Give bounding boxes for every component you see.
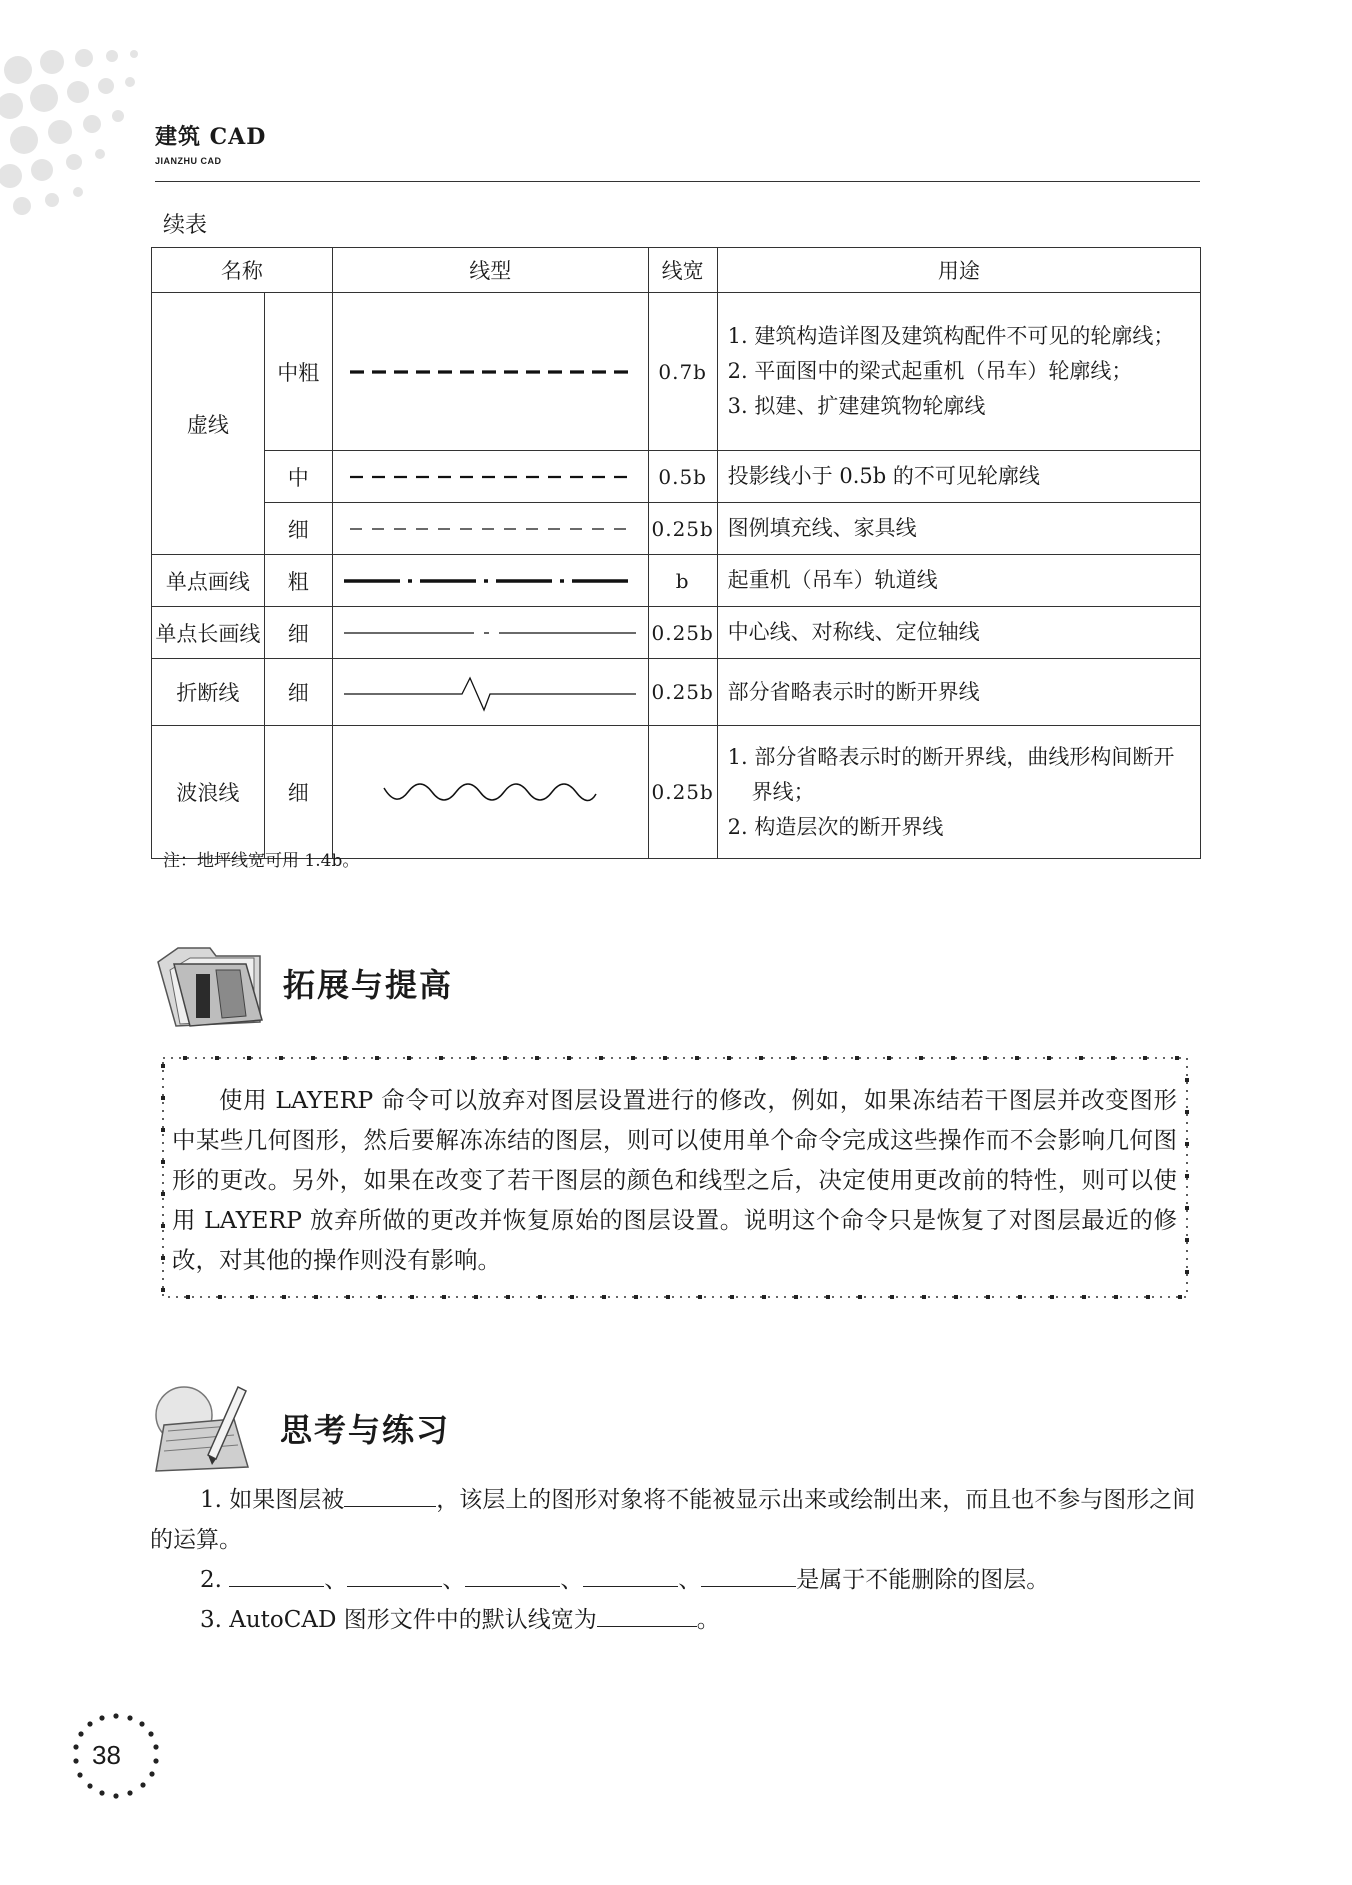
row-sub: 粗 (264, 555, 332, 607)
row-usage (717, 555, 1200, 607)
row-sub: 中 (264, 451, 332, 503)
header-usage: 用途 (717, 248, 1200, 293)
table-row (152, 607, 1201, 659)
row-width: 0.5b (648, 451, 717, 503)
folder-icon (150, 930, 270, 1030)
extension-body: 使用 LAYERP 命令可以放弃对图层设置进行的修改，例如，如果冻结若干图层并改变图形中某些几何图形，然后要解冻冻结的图层，则可以使用单个命令完成这些操作而不会影响几何图形的更改。另外，如果在改变了若干图层的颜色和线型之后，决定使用更改前的特性，则可以使用 LAYERP 放弃所做的更改并恢复原始的图层设置。说明这个命令只是恢复了对图层最近的修改，对其他的操作则没有影响。 (172, 1086, 1177, 1274)
exercise-3-suffix: 。 (696, 1607, 720, 1633)
swatch-chain-thick (332, 555, 648, 607)
header-linetype: 线型 (332, 248, 648, 293)
line-type-table (151, 247, 1201, 859)
exercise-2 (150, 1560, 1250, 1600)
exercise-1 (150, 1480, 1200, 1560)
row-width: 0.25b (648, 726, 717, 859)
exercise-1-suffix: ，该层上的图形对象将不能被显示出来或绘制出来，而且也不参与图形之间的运算。 (150, 1487, 1196, 1553)
usage-item: 图例填充线、家具线 (727, 516, 917, 540)
row-usage (717, 293, 1200, 451)
row-name: 单点画线 (152, 555, 265, 607)
header-width: 线宽 (648, 248, 717, 293)
usage-item: 投影线小于 0.5b 的不可见轮廓线 (727, 464, 1040, 488)
row-name: 波浪线 (152, 726, 265, 859)
table-row (152, 293, 1201, 451)
exercise-2-suffix: 是属于不能删除的图层。 (796, 1567, 1050, 1593)
answer-blank[interactable] (344, 1482, 436, 1507)
row-sub: 细 (264, 607, 332, 659)
exercises-title: 思考与练习 (280, 1411, 451, 1449)
row-sub: 细 (264, 659, 332, 726)
extension-title: 拓展与提高 (283, 966, 454, 1004)
row-sub: 中粗 (264, 293, 332, 451)
page-number: 38 (92, 1740, 121, 1770)
usage-item: 部分省略表示时的断开界线 (727, 679, 980, 704)
usage-item: 2. 平面图中的梁式起重机（吊车）轮廓线； (727, 359, 1133, 383)
row-name: 折断线 (152, 659, 265, 726)
row-width: 0.25b (648, 503, 717, 555)
swatch-dashed-medium (332, 451, 648, 503)
swatch-dashed-thin (332, 503, 648, 555)
row-usage (717, 659, 1200, 726)
exercise-2-prefix: 2. (200, 1567, 222, 1593)
usage-item: 中心线、对称线、定位轴线 (727, 620, 980, 644)
row-width: 0.25b (648, 659, 717, 726)
usage-item: 3. 拟建、扩建建筑物轮廓线 (727, 394, 986, 418)
usage-item: 起重机（吊车）轨道线 (727, 568, 938, 592)
header-subtitle: JIANZHU CAD (155, 156, 222, 166)
table-row (152, 555, 1201, 607)
swatch-wavy-line (332, 726, 648, 859)
table-row (152, 451, 1201, 503)
row-usage (717, 503, 1200, 555)
answer-blank[interactable] (465, 1562, 560, 1587)
blank-separator: 、 (678, 1567, 702, 1593)
row-usage (717, 726, 1200, 859)
blank-separator: 、 (324, 1567, 348, 1593)
row-width: 0.7b (648, 293, 717, 451)
answer-blank[interactable] (597, 1602, 697, 1627)
table-row (152, 503, 1201, 555)
row-sub: 细 (264, 503, 332, 555)
row-name: 单点长画线 (152, 607, 265, 659)
header-dot-pattern (0, 40, 150, 220)
table-row (152, 659, 1201, 726)
row-usage (717, 607, 1200, 659)
table-note: 注：地坪线宽可用 1.4b。 (163, 851, 360, 871)
answer-blank[interactable] (347, 1562, 442, 1587)
exercise-3 (150, 1600, 1250, 1640)
blank-separator: 、 (560, 1567, 584, 1593)
header-name: 名称 (152, 248, 333, 293)
blank-separator: 、 (442, 1567, 466, 1593)
exercise-3-prefix: 3. AutoCAD 图形文件中的默认线宽为 (200, 1607, 597, 1633)
swatch-dashed-medium-thick (332, 293, 648, 451)
answer-blank[interactable] (583, 1562, 678, 1587)
row-sub: 细 (264, 726, 332, 859)
answer-blank[interactable] (229, 1562, 324, 1587)
swatch-long-chain-thin (332, 607, 648, 659)
usage-item: 2. 构造层次的断开界线 (727, 814, 944, 839)
pen-notebook-icon (150, 1375, 265, 1475)
table-row (152, 726, 1201, 859)
swatch-break-line (332, 659, 648, 726)
row-width: b (648, 555, 717, 607)
continued-label: 续表 (163, 213, 208, 238)
header-title: 建筑 CAD (155, 124, 267, 150)
usage-item: 1. 建筑构造详图及建筑构配件不可见的轮廓线； (727, 324, 1175, 348)
exercise-1-prefix: 1. 如果图层被 (200, 1487, 345, 1513)
header-rule (155, 181, 1200, 182)
row-usage (717, 451, 1200, 503)
usage-item: 1. 部分省略表示时的断开界线，曲线形构间断开界线； (727, 744, 1175, 804)
group-name-dashed: 虚线 (152, 293, 265, 555)
answer-blank[interactable] (701, 1562, 796, 1587)
row-width: 0.25b (648, 607, 717, 659)
